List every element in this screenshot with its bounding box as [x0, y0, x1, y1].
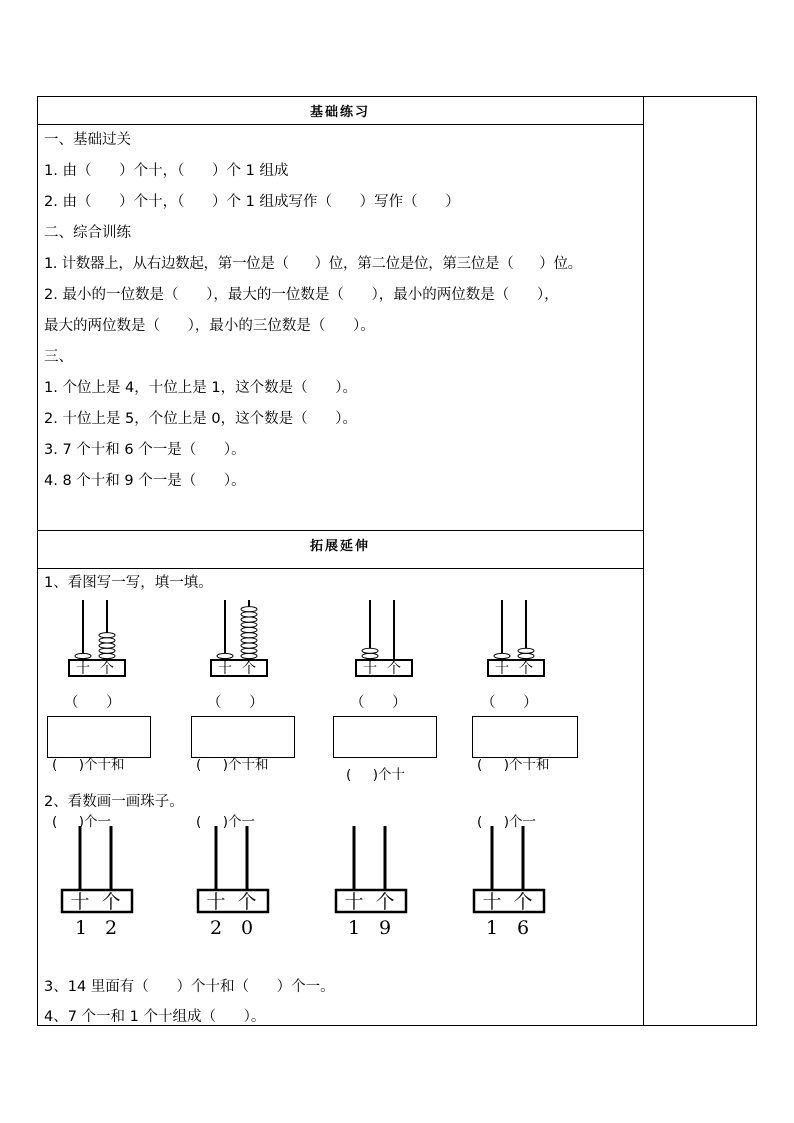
abacus-bead-ones: [241, 648, 257, 653]
question-2-prompt: 2、看数画一画珠子。: [44, 794, 184, 810]
number-tens-digit: 1: [75, 917, 88, 939]
abacus-bead-tens: [362, 648, 378, 653]
abacus-label-tens: 十: [218, 661, 232, 677]
heading-comprehensive: 二、综合训练: [44, 225, 131, 241]
answer-box-line: ( )个十和: [196, 757, 269, 773]
answer-box-line: ( )个一: [52, 814, 111, 830]
question-line: 1. 个位上是 4，十位上是 1，这个数是（ ）。: [44, 380, 358, 396]
section2-header-rule: [37, 568, 643, 569]
empty-abacus: [473, 826, 549, 916]
abacus-label-tens: 十: [76, 661, 90, 677]
abacus-bead-tens: [494, 653, 510, 658]
number-ones-digit: 0: [241, 917, 254, 939]
abacus-bead-ones: [241, 653, 257, 658]
answer-blank: （ ）: [64, 695, 121, 711]
abacus-with-beads: [355, 598, 415, 678]
answer-box-line: ( )个十: [346, 767, 405, 783]
abacus-label-tens: 十: [482, 891, 502, 913]
question-line: 1. 由（ ）个十，（ ）个 1 组成: [44, 163, 289, 179]
abacus-bead-ones: [241, 612, 257, 617]
abacus-bead-ones: [241, 643, 257, 648]
section1-header-rule: [37, 124, 643, 125]
number-tens-digit: 2: [210, 917, 223, 939]
empty-abacus: [197, 826, 273, 916]
answer-box-line: ( )个一: [196, 814, 255, 830]
number-ones-digit: 6: [517, 917, 530, 939]
empty-abacus: [335, 826, 411, 916]
abacus-label-ones: 个: [387, 661, 401, 677]
abacus-label-ones: 个: [519, 661, 533, 677]
answer-box: [472, 716, 578, 830]
abacus-label-tens: 十: [344, 891, 364, 913]
abacus-bead-ones: [99, 638, 115, 643]
abacus-bead-ones: [518, 653, 534, 658]
abacus-label-ones: 个: [101, 891, 121, 913]
abacus-with-beads: [210, 598, 270, 678]
section-title-basic: 基础练习: [309, 105, 370, 120]
question-1-prompt: 1、看图写一写，填一填。: [44, 575, 213, 591]
question-line: 3. 7 个十和 6 个一是（ ）。: [44, 442, 246, 458]
empty-abacus: [61, 826, 137, 916]
answer-box-line: ( )个一: [477, 814, 536, 830]
abacus-label-tens: 十: [70, 891, 90, 913]
abacus-bead-ones: [99, 633, 115, 638]
answer-blank: （ ）: [350, 695, 407, 711]
abacus-bead-ones: [99, 653, 115, 658]
section2-top-rule: [37, 530, 643, 531]
abacus-bead-tens: [362, 653, 378, 658]
abacus-label-ones: 个: [237, 891, 257, 913]
abacus-bead-tens: [75, 653, 91, 658]
heading-part-three: 三、: [44, 349, 73, 365]
number-ones-digit: 2: [105, 917, 118, 939]
question-line: 1. 计数器上，从右边数起，第一位是（ ）位，第二位是位，第三位是（ ）位。: [44, 256, 582, 272]
question-3: 3、14 里面有（ ）个十和（ ）个一。: [44, 979, 335, 995]
right-column-divider: [643, 96, 644, 1026]
heading-basic-pass: 一、基础过关: [44, 132, 131, 148]
question-line: 2. 十位上是 5，个位上是 0，这个数是（ ）。: [44, 411, 358, 427]
abacus-bead-tens: [217, 653, 233, 658]
abacus-label-tens: 十: [363, 661, 377, 677]
abacus-label-tens: 十: [206, 891, 226, 913]
question-line: 2. 由（ ）个十，（ ）个 1 组成写作（ ）写作（ ）: [44, 194, 460, 210]
answer-box: [333, 716, 437, 783]
abacus-label-tens: 十: [495, 661, 509, 677]
number-tens-digit: 1: [486, 917, 499, 939]
question-line-continued: 最大的两位数是（ ），最小的三位数是（ ）。: [44, 318, 375, 334]
question-4: 4、7 个一和 1 个十组成（ ）。: [44, 1009, 266, 1025]
answer-box-line: ( )个十和: [52, 757, 125, 773]
abacus-bead-ones: [241, 627, 257, 632]
number-ones-digit: 9: [379, 917, 392, 939]
abacus-label-ones: 个: [242, 661, 256, 677]
abacus-bead-ones: [241, 607, 257, 612]
abacus-bead-ones: [518, 648, 534, 653]
abacus-bead-ones: [241, 638, 257, 643]
answer-box-line: ( )个十和: [477, 757, 550, 773]
section-title-extension: 拓展延伸: [309, 539, 370, 554]
abacus-label-ones: 个: [100, 661, 114, 677]
question-line: 4. 8 个十和 9 个一是（ ）。: [44, 473, 246, 489]
answer-box: [191, 716, 295, 830]
answer-blank: （ ）: [207, 695, 264, 711]
number-tens-digit: 1: [348, 917, 361, 939]
answer-blank: （ ）: [481, 695, 538, 711]
abacus-bead-ones: [241, 633, 257, 638]
abacus-label-ones: 个: [513, 891, 533, 913]
abacus-bead-ones: [99, 648, 115, 653]
abacus-label-ones: 个: [375, 891, 395, 913]
abacus-with-beads: [487, 598, 547, 678]
abacus-bead-ones: [241, 622, 257, 627]
abacus-with-beads: [68, 598, 128, 678]
abacus-bead-ones: [99, 643, 115, 648]
abacus-bead-ones: [241, 617, 257, 622]
question-line: 2. 最小的一位数是（ ），最大的一位数是（ ），最小的两位数是（ ），: [44, 287, 559, 303]
